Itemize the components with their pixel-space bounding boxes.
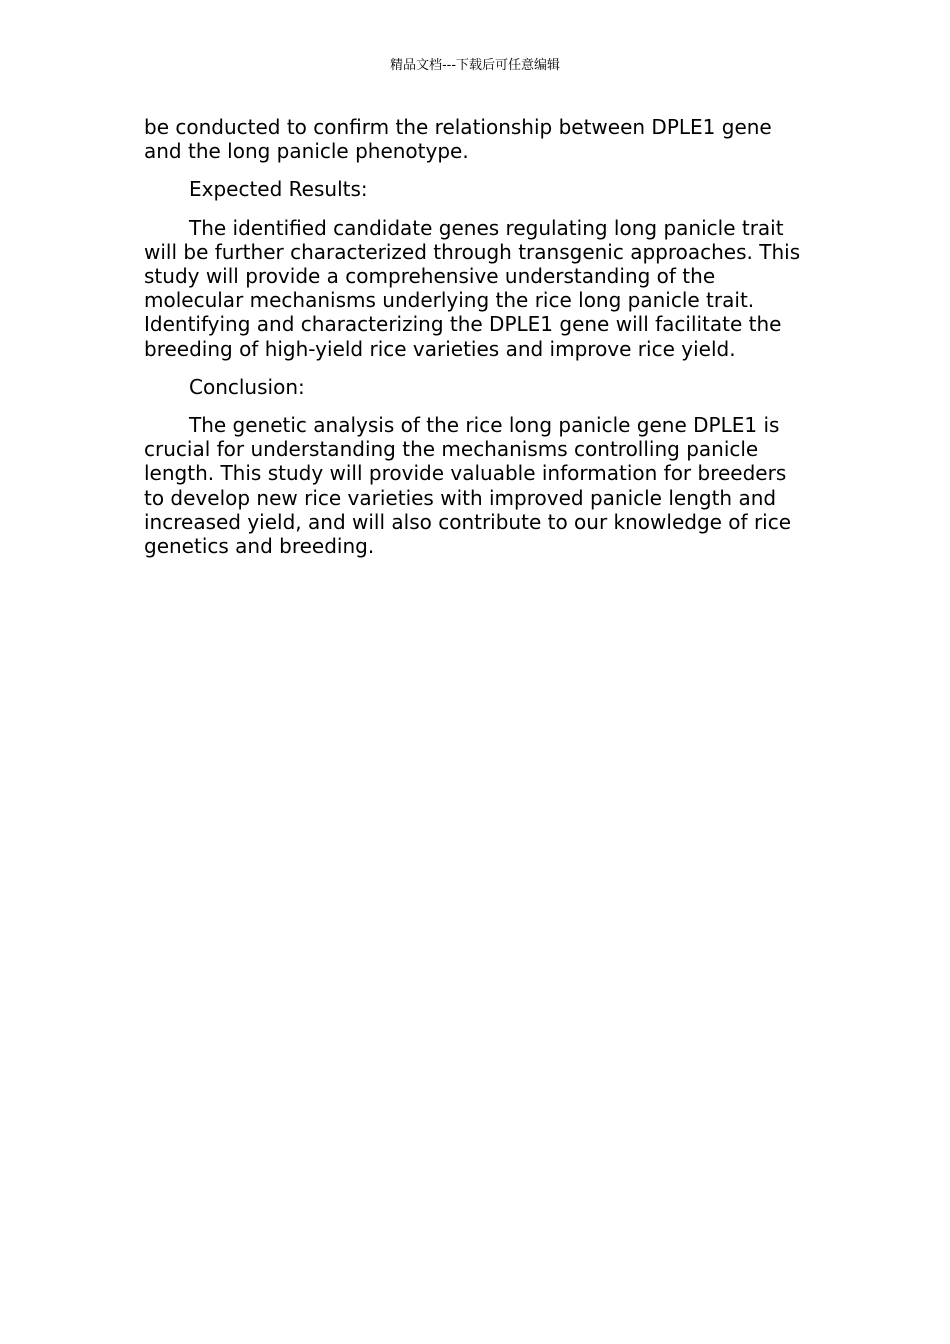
heading-expected-results: Expected Results: [189,177,368,202]
page-header: 精品文档---下载后可任意编辑 [389,58,561,73]
paragraph-expected-results: The identified candidate genes regulating long panicle trait will be further characterized through transgenic approaches. This study will provide a comprehensive understanding of the molecular mechanisms underlying the rice long panicle trait. Identifying and characterizing the DPLE1 gene will facilitate the breeding of high-yield rice varieties and improve rice yield. [144,215,801,361]
paragraph-conclusion: The genetic analysis of the rice long panicle gene DPLE1 is crucial for understanding the mechanisms controlling panicle length. This study will provide valuable information for breeders to develop new rice varieties with improved panicle length and increased yield, and will also contribute to our knowledge of rice genetics and breeding. [144,413,792,559]
paragraph-continuation: be conducted to confirm the relationship between DPLE1 gene and the long panicle phenotype. [144,115,772,164]
heading-conclusion: Conclusion: [189,374,305,399]
document-body [144,115,812,572]
